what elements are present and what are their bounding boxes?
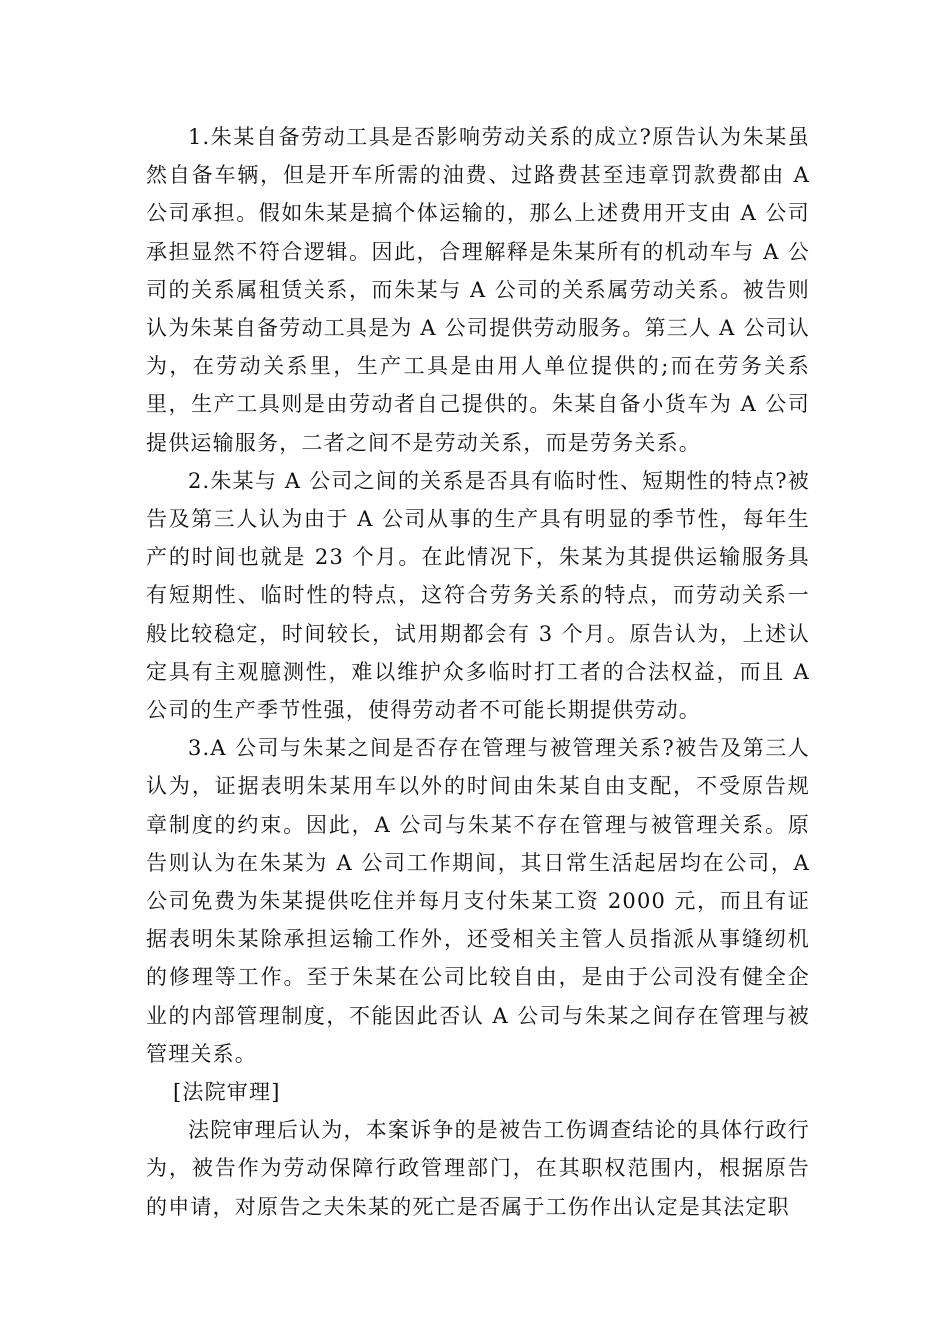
section-heading-court-trial: [法院审理] [173,1080,281,1105]
document-body [146,118,810,1226]
paragraph-court-trial: 法院审理后认为，本案诉争的是被告工伤调查结论的具体行政行为，被告作为劳动保障行政管理部门，在其职权范围内，根据原告的申请，对原告之夫朱某的死亡是否属于工伤作出认定是其法定职 [146,1118,810,1219]
paragraph-issue-2: 2.朱某与 A 公司之间的关系是否具有临时性、短期性的特点?被告及第三人认为由于 A 公司从事的生产具有明显的季节性，每年生产的时间也就是 23 个月。在此情况下，朱某为其提供运输服务具有短期性、临时性的特点，这符合劳务关系的特点，而劳动关系一般比较稳定，时间较长，试用期都会有 3 个月。原告认为，上述认定具有主观臆测性，难以维护众多临时打工者的合法权益，而且 A 公司的生产季节性强，使得劳动者不可能长期提供劳动。 [146,468,811,723]
paragraph-issue-1: 1.朱某自备劳动工具是否影响劳动关系的成立?原告认为朱某虽然自备车辆，但是开车所需的油费、过路费甚至违章罚款费都由 A 公司承担。假如朱某是搞个体运输的，那么上述费用开支由 A 公司承担显然不符合逻辑。因此，合理解释是朱某所有的机动车与 A 公司的关系属租赁关系，而朱某与 A 公司的关系属劳动关系。被告则认为朱某自备劳动工具是为 A 公司提供劳动服务。第三人 A 公司认为，在劳动关系里，生产工具是由用人单位提供的;而在劳务关系里，生产工具则是由劳动者自己提供的。朱某自备小货车为 A 公司提供运输服务，二者之间不是劳动关系，而是劳务关系。 [146,125,810,455]
paragraph-issue-3: 3.A 公司与朱某之间是否存在管理与被管理关系?被告及第三人认为，证据表明朱某用车以外的时间由朱某自由支配，不受原告规章制度的约束。因此，A 公司与朱某不存在管理与被管理关系。原告则认为在朱某为 A 公司工作期间，其日常生活起居均在公司，A 公司免费为朱某提供吃住并每月支付朱某工资 2000 元，而且有证据表明朱某除承担运输工作外，还受相关主管人员指派从事缝纫机的修理等工作。至于朱某在公司比较自由，是由于公司没有健全企业的内部管理制度，不能因此否认 A 公司与朱某之间存在管理与被管理关系。 [146,736,810,1066]
